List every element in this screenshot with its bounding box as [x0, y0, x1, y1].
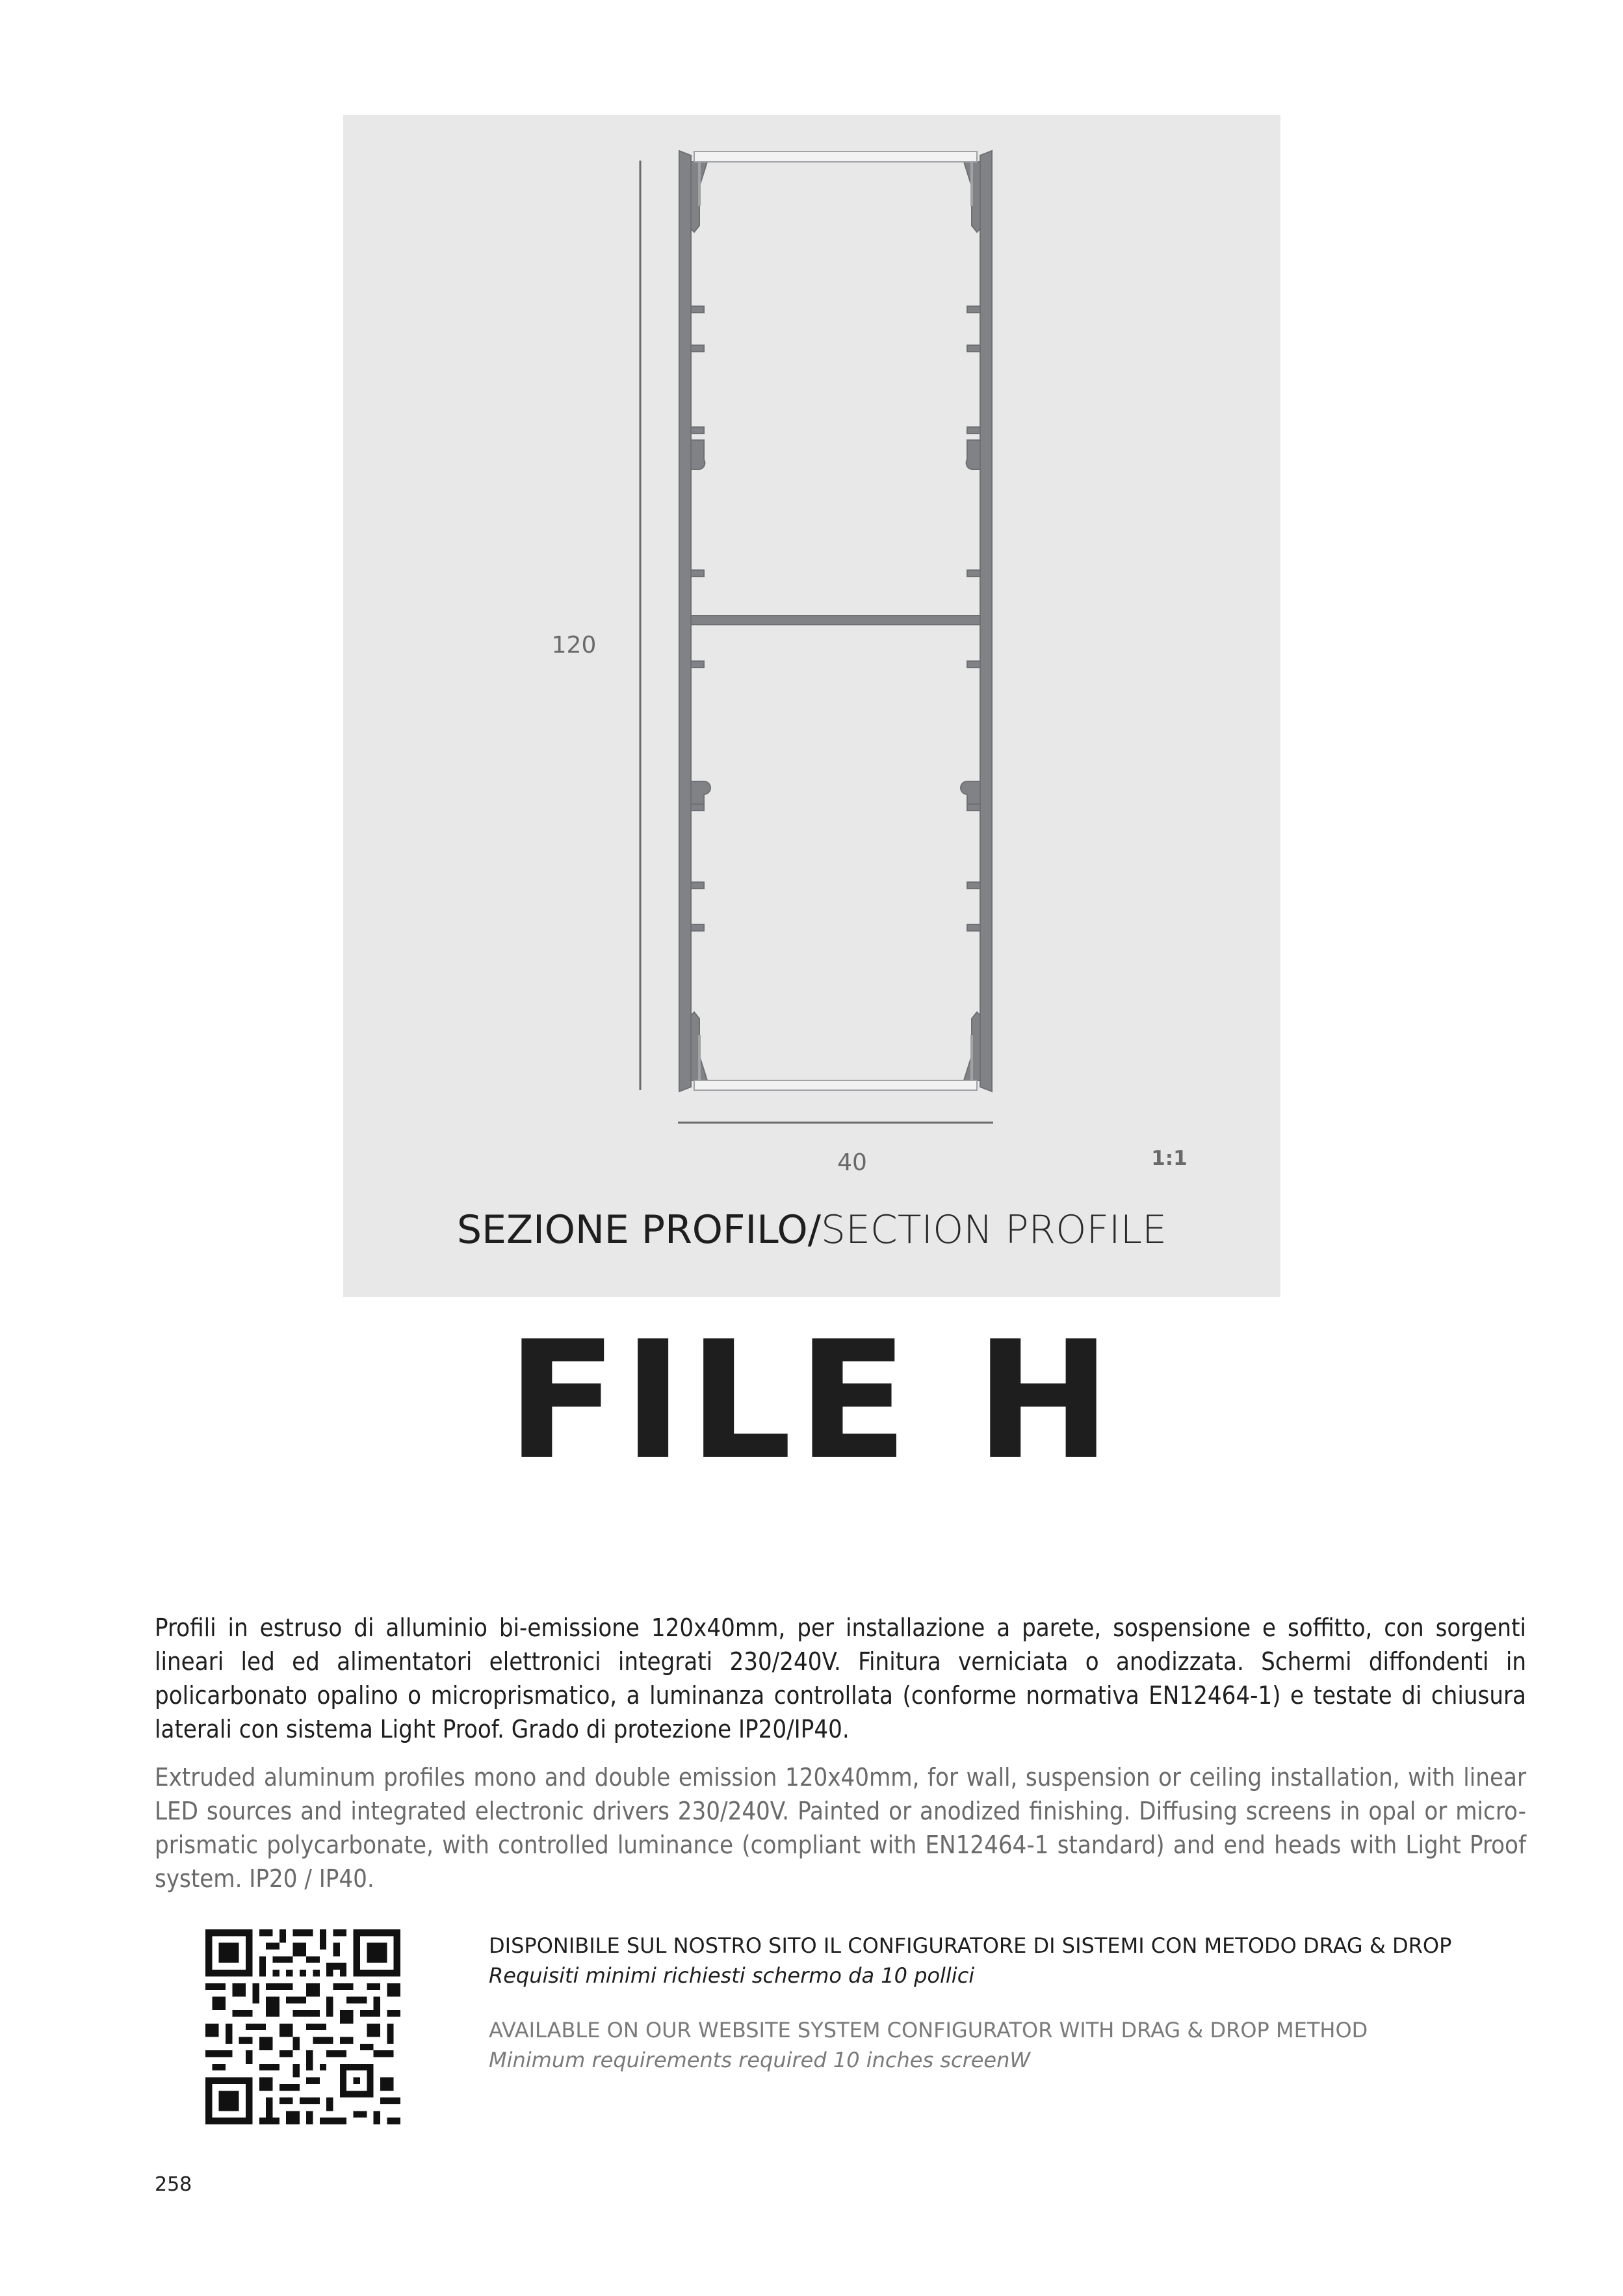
- configurator-notice: [489, 1931, 1529, 2075]
- top-diffuser-legs: [699, 162, 972, 206]
- qr-code[interactable]: [205, 1929, 400, 2124]
- aluminium-profile: [679, 151, 992, 1091]
- product-title: FILE H: [506, 1306, 1117, 1495]
- configurator-title-english: AVAILABLE ON OUR WEBSITE SYSTEM CONFIGURATOR WITH DRAG & DROP METHOD: [489, 2018, 1368, 2042]
- top-diffuser-screen: [694, 151, 977, 162]
- description-english: Extruded aluminum profiles mono and double emission 120x40mm, for wall, suspension or ceiling installation, with linear LED sources and integrated electronic drivers 230/240V. Painted or anodized finishing. Diffusing screens in opal or micro-prismatic polycarbonate, with controlled luminance (compliant with EN12464-1 standard) and end heads with Light Proof system. IP20 / IP40.: [155, 1763, 1526, 1893]
- configurator-subtitle-italian: Requisiti minimi richiesti schermo da 10 pollici: [489, 1963, 975, 1988]
- width-dimension-label: 40: [837, 1149, 867, 1176]
- configurator-subtitle-english: Minimum requirements required 10 inches screenW: [489, 2048, 1031, 2072]
- section-profile-title: [343, 1207, 1280, 1253]
- bottom-diffuser-legs: [699, 1035, 972, 1080]
- configurator-title-italian: DISPONIBILE SUL NOSTRO SITO IL CONFIGURATORE DI SISTEMI CON METODO DRAG & DROP: [489, 1933, 1452, 1958]
- description-italian: Profili in estruso di alluminio bi-emissione 120x40mm, per installazione a parete, sospensione e soffitto, con sorgenti lineari led ed alimentatori elettronici integrati 230/240V. Finitura verniciata o anodizzata. Schermi diffondenti in policarbonato opalino o microprismatico, a luminanza controllata (conforme normativa EN12464-1) e testate di chiusura laterali con sistema Light Proof. Grado di protezione IP20/IP40.: [155, 1613, 1526, 1743]
- section-title-italian: SEZIONE PROFILO/: [457, 1207, 821, 1253]
- section-drawing-panel: [343, 115, 1280, 1297]
- scale-label: 1:1: [1151, 1147, 1188, 1170]
- height-dimension-label: 120: [551, 632, 597, 659]
- bottom-diffuser-screen: [694, 1080, 977, 1090]
- section-title-english: SECTION PROFILE: [820, 1207, 1167, 1253]
- profile-section-drawing: [343, 115, 1280, 1297]
- page-number: 258: [155, 2173, 192, 2196]
